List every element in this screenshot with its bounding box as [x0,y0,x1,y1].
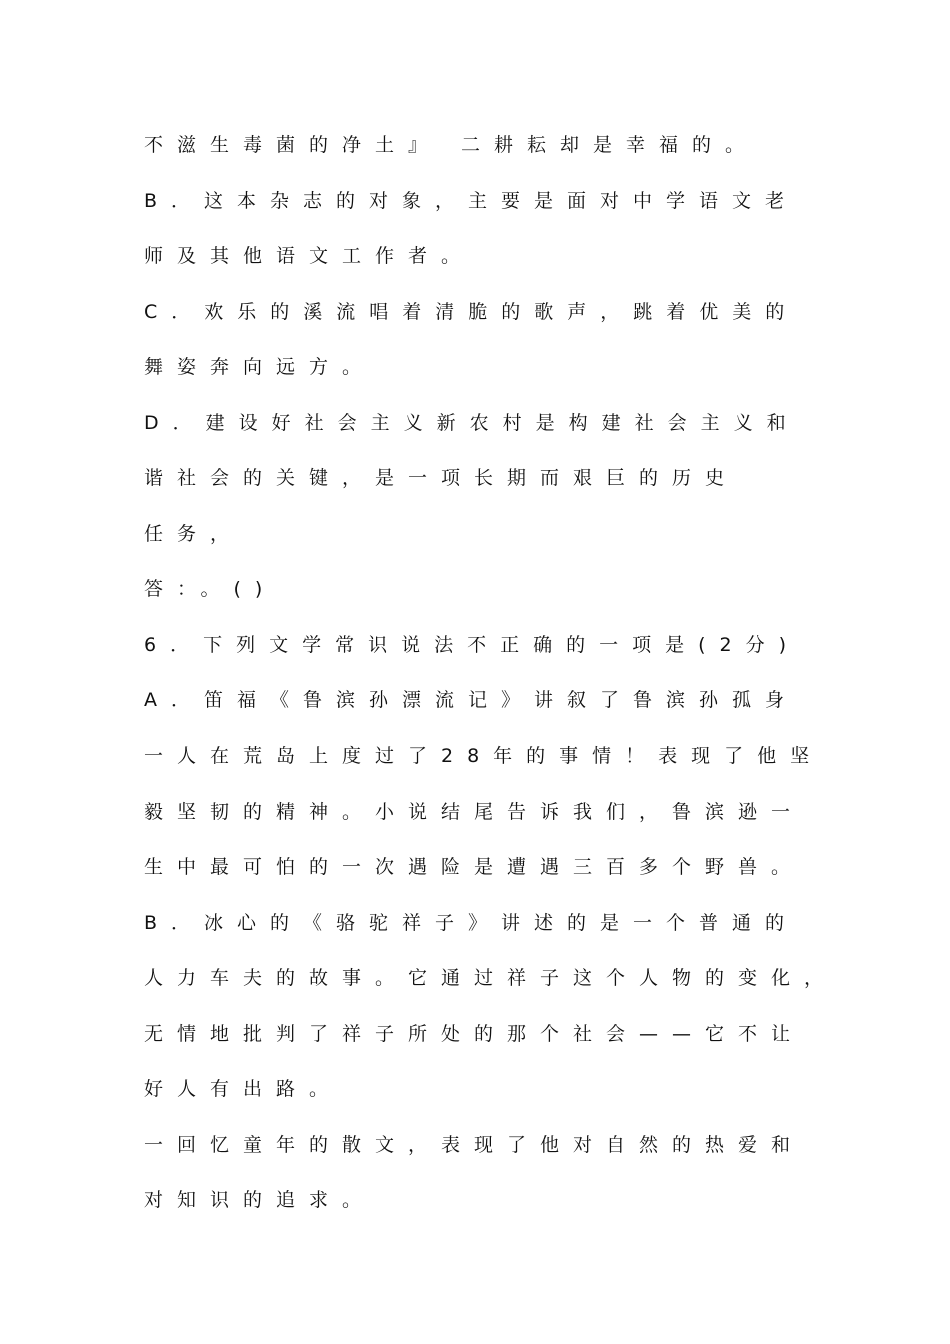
text-line: 人力车夫的故事。它通过祥子这个人物的变化， [144,967,838,989]
text-line: C．欢乐的溪流唱着清脆的歌声，跳着优美的 [144,301,799,323]
text-line: B．冰心的《骆驼祥子》讲述的是一个普通的 [144,912,799,934]
text-line: 谐社会的关键，是一项长期而艰巨的历史 [144,467,739,489]
text-line: A．笛福《鲁滨孙漂流记》讲叙了鲁滨孙孤身 [144,689,798,711]
question-heading: 6．下列文学常识说法不正确的一项是(2分) [144,634,801,656]
text-line: D．建设好社会主义新农村是构建社会主义和 [144,412,800,434]
text-line: 毅坚韧的精神。小说结尾告诉我们，鲁滨逊一 [144,801,805,823]
text-line: 答：。() [144,578,277,600]
text-line: 一人在荒岛上度过了28年的事情！表现了他坚 [144,745,824,767]
text-line: B．这本杂志的对象，主要是面对中学语文老 [144,190,799,212]
text-line: 无情地批判了祥子所处的那个社会——它不让 [144,1023,805,1045]
text-line: 舞姿奔向远方。 [144,356,376,378]
text-line: 任务， [144,523,244,545]
text-line: 一回忆童年的散文，表现了他对自然的热爱和 [144,1134,805,1156]
text-line: 好人有出路。 [144,1078,343,1100]
text-line: 不滋生毒菌的净土』 二耕耘却是幸福的。 [144,134,759,156]
text-line: 对知识的追求。 [144,1189,376,1211]
text-line: 师及其他语文工作者。 [144,245,475,267]
text-line: 生中最可怕的一次遇险是遭遇三百多个野兽。 [144,856,805,878]
